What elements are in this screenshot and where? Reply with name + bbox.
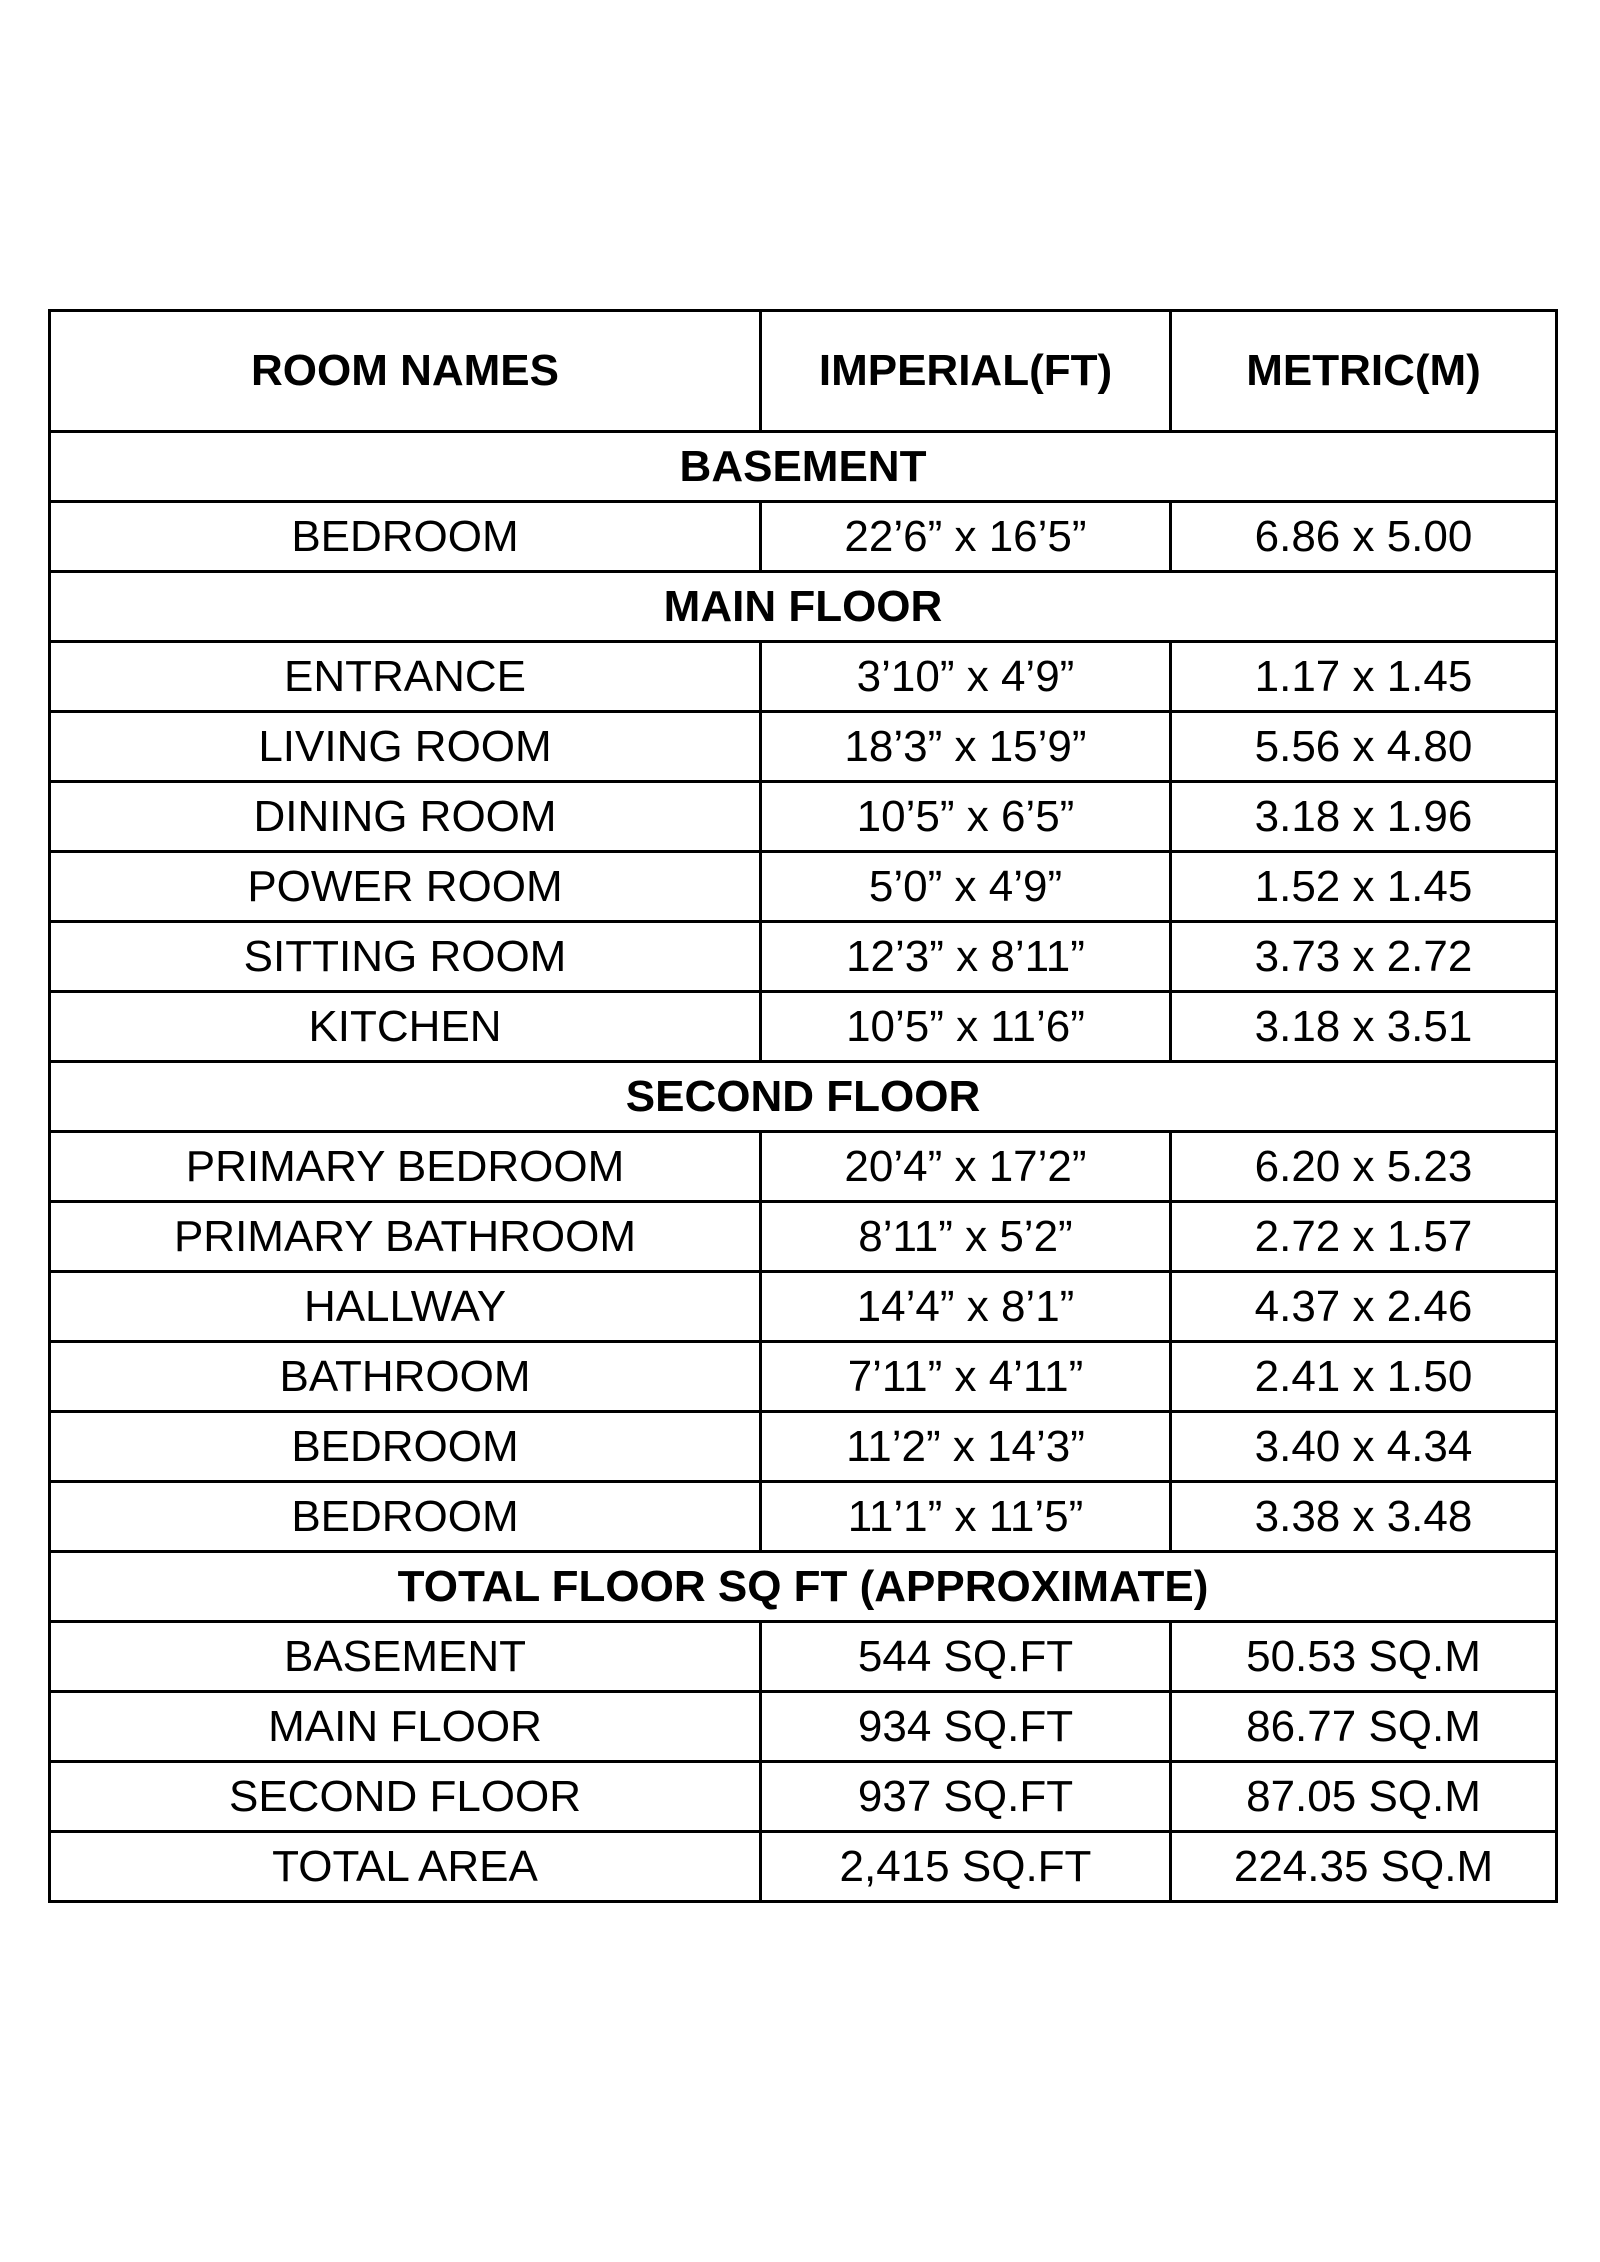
imperial-cell: 20’4” x 17’2”	[761, 1132, 1171, 1202]
table-row	[50, 992, 1557, 1062]
section-title: MAIN FLOOR	[50, 572, 1557, 642]
metric-cell: 4.37 x 2.46	[1171, 1272, 1557, 1342]
metric-cell: 2.72 x 1.57	[1171, 1202, 1557, 1272]
metric-cell: 1.52 x 1.45	[1171, 852, 1557, 922]
room-name-cell: POWER ROOM	[50, 852, 761, 922]
metric-cell: 6.20 x 5.23	[1171, 1132, 1557, 1202]
metric-cell: 3.18 x 3.51	[1171, 992, 1557, 1062]
room-name-cell: ENTRANCE	[50, 642, 761, 712]
metric-cell: 5.56 x 4.80	[1171, 712, 1557, 782]
table-row	[50, 1482, 1557, 1552]
table-row	[50, 642, 1557, 712]
imperial-cell: 12’3” x 8’11”	[761, 922, 1171, 992]
imperial-cell: 11’1” x 11’5”	[761, 1482, 1171, 1552]
metric-cell: 3.73 x 2.72	[1171, 922, 1557, 992]
imperial-cell: 10’5” x 11’6”	[761, 992, 1171, 1062]
room-name-cell: PRIMARY BATHROOM	[50, 1202, 761, 1272]
metric-cell: 6.86 x 5.00	[1171, 502, 1557, 572]
metric-cell: 224.35 SQ.M	[1171, 1832, 1557, 1902]
room-name-cell: SECOND FLOOR	[50, 1762, 761, 1832]
room-name-cell: BASEMENT	[50, 1622, 761, 1692]
table-row	[50, 1342, 1557, 1412]
table-row	[50, 1622, 1557, 1692]
room-name-cell: BATHROOM	[50, 1342, 761, 1412]
header-metric: METRIC(M)	[1171, 311, 1557, 432]
metric-cell: 2.41 x 1.50	[1171, 1342, 1557, 1412]
room-name-cell: BEDROOM	[50, 1482, 761, 1552]
table-row	[50, 1832, 1557, 1902]
room-name-cell: MAIN FLOOR	[50, 1692, 761, 1762]
room-name-cell: DINING ROOM	[50, 782, 761, 852]
room-name-cell: KITCHEN	[50, 992, 761, 1062]
section-title: TOTAL FLOOR SQ FT (APPROXIMATE)	[50, 1552, 1557, 1622]
section-header-row	[50, 572, 1557, 642]
imperial-cell: 2,415 SQ.FT	[761, 1832, 1171, 1902]
section-header-row	[50, 432, 1557, 502]
table-header-row	[50, 311, 1557, 432]
room-name-cell: BEDROOM	[50, 502, 761, 572]
imperial-cell: 5’0” x 4’9”	[761, 852, 1171, 922]
room-name-cell: LIVING ROOM	[50, 712, 761, 782]
metric-cell: 3.38 x 3.48	[1171, 1482, 1557, 1552]
imperial-cell: 11’2” x 14’3”	[761, 1412, 1171, 1482]
section-header-row	[50, 1552, 1557, 1622]
imperial-cell: 8’11” x 5’2”	[761, 1202, 1171, 1272]
metric-cell: 3.18 x 1.96	[1171, 782, 1557, 852]
room-name-cell: PRIMARY BEDROOM	[50, 1132, 761, 1202]
room-name-cell: SITTING ROOM	[50, 922, 761, 992]
imperial-cell: 544 SQ.FT	[761, 1622, 1171, 1692]
table-row	[50, 1132, 1557, 1202]
imperial-cell: 934 SQ.FT	[761, 1692, 1171, 1762]
header-imperial: IMPERIAL(FT)	[761, 311, 1171, 432]
imperial-cell: 22’6” x 16’5”	[761, 502, 1171, 572]
table-row	[50, 1692, 1557, 1762]
table-row	[50, 712, 1557, 782]
room-name-cell: TOTAL AREA	[50, 1832, 761, 1902]
metric-cell: 50.53 SQ.M	[1171, 1622, 1557, 1692]
section-title: SECOND FLOOR	[50, 1062, 1557, 1132]
metric-cell: 86.77 SQ.M	[1171, 1692, 1557, 1762]
metric-cell: 87.05 SQ.M	[1171, 1762, 1557, 1832]
imperial-cell: 7’11” x 4’11”	[761, 1342, 1171, 1412]
table-row	[50, 852, 1557, 922]
header-room-names: ROOM NAMES	[50, 311, 761, 432]
section-title: BASEMENT	[50, 432, 1557, 502]
table-row	[50, 1762, 1557, 1832]
room-name-cell: HALLWAY	[50, 1272, 761, 1342]
table-row	[50, 502, 1557, 572]
room-dimensions-table	[48, 309, 1558, 1903]
imperial-cell: 18’3” x 15’9”	[761, 712, 1171, 782]
table-row	[50, 1412, 1557, 1482]
imperial-cell: 3’10” x 4’9”	[761, 642, 1171, 712]
table-row	[50, 1202, 1557, 1272]
section-header-row	[50, 1062, 1557, 1132]
table-body	[50, 432, 1557, 1902]
metric-cell: 3.40 x 4.34	[1171, 1412, 1557, 1482]
imperial-cell: 14’4” x 8’1”	[761, 1272, 1171, 1342]
room-name-cell: BEDROOM	[50, 1412, 761, 1482]
table-row	[50, 1272, 1557, 1342]
table-row	[50, 782, 1557, 852]
metric-cell: 1.17 x 1.45	[1171, 642, 1557, 712]
table-row	[50, 922, 1557, 992]
imperial-cell: 937 SQ.FT	[761, 1762, 1171, 1832]
imperial-cell: 10’5” x 6’5”	[761, 782, 1171, 852]
